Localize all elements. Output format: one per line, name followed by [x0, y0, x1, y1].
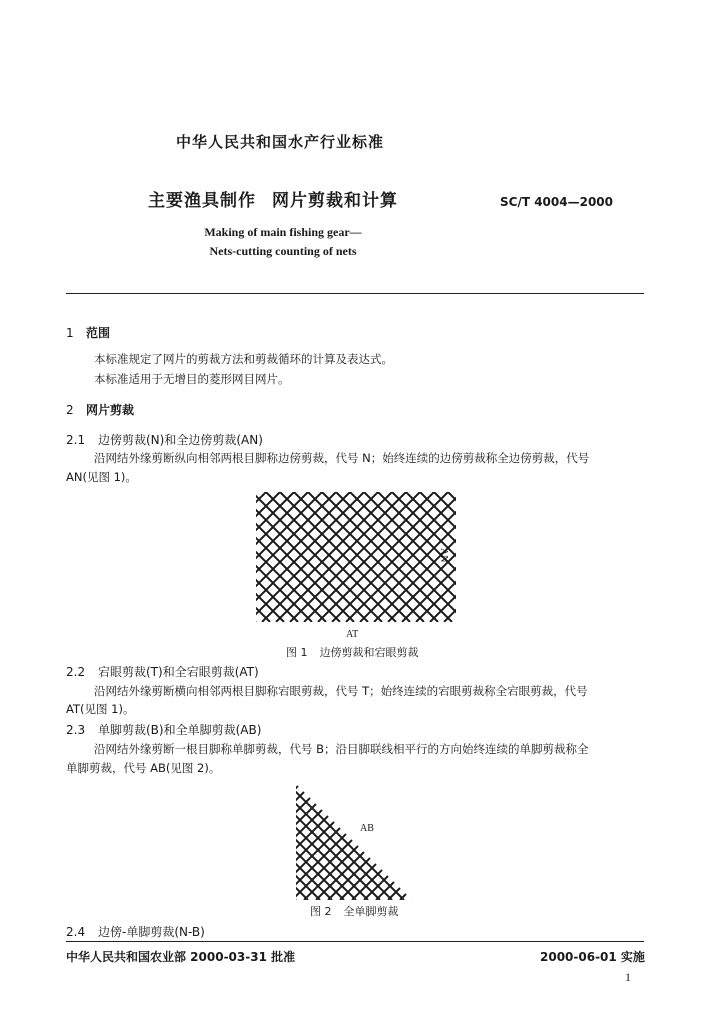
mesh-line: [384, 784, 426, 900]
mesh-line: [408, 784, 426, 900]
mesh-line: [376, 784, 426, 900]
standard-code: SC/T 4004—2000: [500, 195, 613, 209]
section-2-1-heading: 2.1 边傍剪裁(N)和全边傍剪裁(AN): [66, 433, 263, 447]
mesh-line: [424, 784, 426, 900]
mesh-line: [328, 784, 426, 900]
section-2-3-para-line1: 沿网结外缘剪断一根目脚称单脚剪裁，代号 B；沿目脚联线相平行的方向始终连续的单脚剪裁称全: [94, 742, 589, 756]
section-2-2-heading: 2.2 宕眼剪裁(T)和全宕眼剪裁(AT): [66, 665, 259, 679]
section-2-3-para-line2: 单脚剪裁，代号 AB(见图 2)。: [66, 761, 221, 775]
section-2-4-heading: 2.4 边傍-单脚剪裁(N-B): [66, 925, 205, 939]
section-1-para-2: 本标准适用于无增目的菱形网目网片。: [94, 372, 290, 386]
title-sub: 网片剪裁和计算: [272, 191, 398, 211]
mesh-line: [420, 784, 426, 900]
mesh-line: [340, 784, 426, 900]
document-title: [148, 186, 398, 211]
title-main: 主要渔具制作: [148, 191, 256, 211]
header-divider: [66, 293, 644, 294]
footer-effective-date: 2000-06-01 实施: [540, 950, 645, 964]
mesh-line: [412, 784, 426, 900]
section-1-heading: 1 范围: [66, 326, 111, 340]
mesh-line: [396, 784, 426, 900]
footer-divider: [66, 941, 644, 942]
mesh-line: [316, 784, 426, 900]
section-2-1-para-line2: AN(见图 1)。: [66, 470, 137, 484]
section-2-3-heading: 2.3 单脚剪裁(B)和全单脚剪裁(AB): [66, 723, 262, 737]
section-1-para-1: 本标准规定了网片的剪裁方法和剪裁循环的计算及表达式。: [94, 352, 393, 366]
page-number: 1: [625, 970, 631, 984]
standard-type-heading: 中华人民共和国水产行业标准: [175, 133, 384, 151]
figure-2-net-mesh: [296, 784, 426, 900]
section-2-heading: 2 网片剪裁: [66, 403, 135, 417]
figure-1-label-at: AT: [346, 629, 359, 640]
section-2-1-para-line1: 沿网结外缘剪断纵向相邻两根目脚称边傍剪裁，代号 N；始终连续的边傍剪裁称全边傍剪裁，代号: [94, 451, 590, 465]
figure-2-caption: 图 2 全单脚剪裁: [310, 905, 399, 918]
section-2-2-para-line2: AT(见图 1)。: [66, 702, 135, 716]
section-2-2-para-line1: 沿网结外缘剪断横向相邻两根目脚称宕眼剪裁，代号 T；始终连续的宕眼剪裁称全宕眼剪裁，代号: [94, 684, 588, 698]
mesh-line: [400, 784, 426, 900]
english-title-line2: Nets-cutting counting of nets: [209, 244, 357, 258]
figure-1-net-mesh: [256, 492, 456, 622]
figure-1-caption: 图 1 边傍剪裁和宕眼剪裁: [286, 646, 419, 659]
footer-issuer: 中华人民共和国农业部 2000-03-31 批准: [66, 950, 296, 964]
figure-1-label-an: AN: [438, 548, 449, 563]
figure-2-label-ab: AB: [360, 823, 374, 834]
english-title-line1: Making of main fishing gear—: [204, 225, 362, 239]
